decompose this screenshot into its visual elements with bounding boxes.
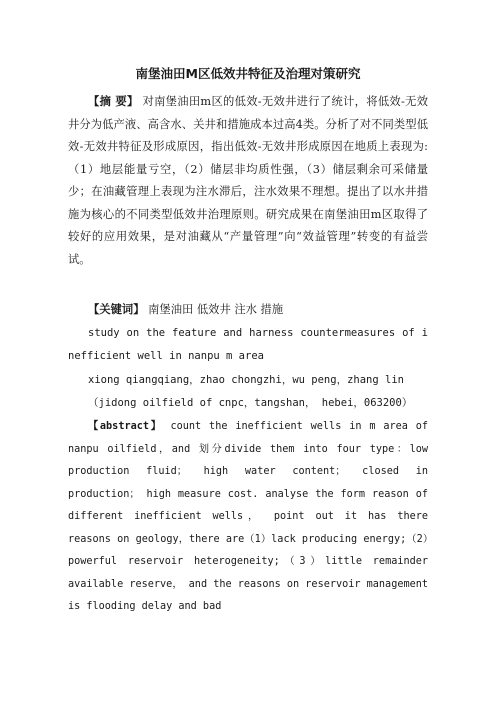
keywords-cn-label: 【关键词】: [88, 302, 145, 316]
english-authors: xiong qiangqiang，zhao chongzhi，wu peng，zhang lin: [88, 374, 404, 386]
keywords-cn-text: 南堡油田 低效井 注水 措施: [148, 303, 284, 316]
page-title: 南堡油田M区低效井特征及治理对策研究: [135, 66, 361, 81]
english-title: study on the feature and harness countermeasures of inefficient well in nanpu m area: [68, 327, 428, 362]
abstract-en-label: 【abstract】: [88, 421, 163, 432]
abstract-cn: [68, 90, 428, 271]
abstract-en: [68, 416, 428, 619]
abstract-cn-text: 对南堡油田m区的低效-无效井进行了统计，将低效-无效井分为低产液、高含水、关井和措施成本过高4类。分析了对不同类型低效-无效井特征及形成原因，指出低效-无效井形成原因在地质上表现为:（1）地层能量亏空，（2）储层非均质性强，（3）储层剩余可采储量少；在油藏管理上表现为注水滞后，注水效果不理想。提出了以水井措施为核心的不同类型低效井治理原则。研究成果在南堡油田m区取得了较好的应用效果，是对油藏从“产量管理”向“效益管理”转变的有益尝试。: [68, 95, 428, 266]
keywords-cn: [68, 298, 428, 322]
english-affiliation: （jidong oilfield of cnpc，tangshan， hebei，063200）: [88, 397, 413, 409]
abstract-en-text: count the inefficient wells in m area of nanpu oilfield，and 划分divide them into four type：low production fluid； high water content； closed in production； high measure cost. analyse the form reason of different inefficient wells， point out it has there reasons on geology，there are（1）lack producing energy;（2）powerful reservoir heterogeneity;（3）little remainder available reserve， and the reasons on reservoir management is flooding delay and bad: [68, 421, 428, 612]
abstract-cn-label: 【摘 要】: [88, 94, 139, 108]
